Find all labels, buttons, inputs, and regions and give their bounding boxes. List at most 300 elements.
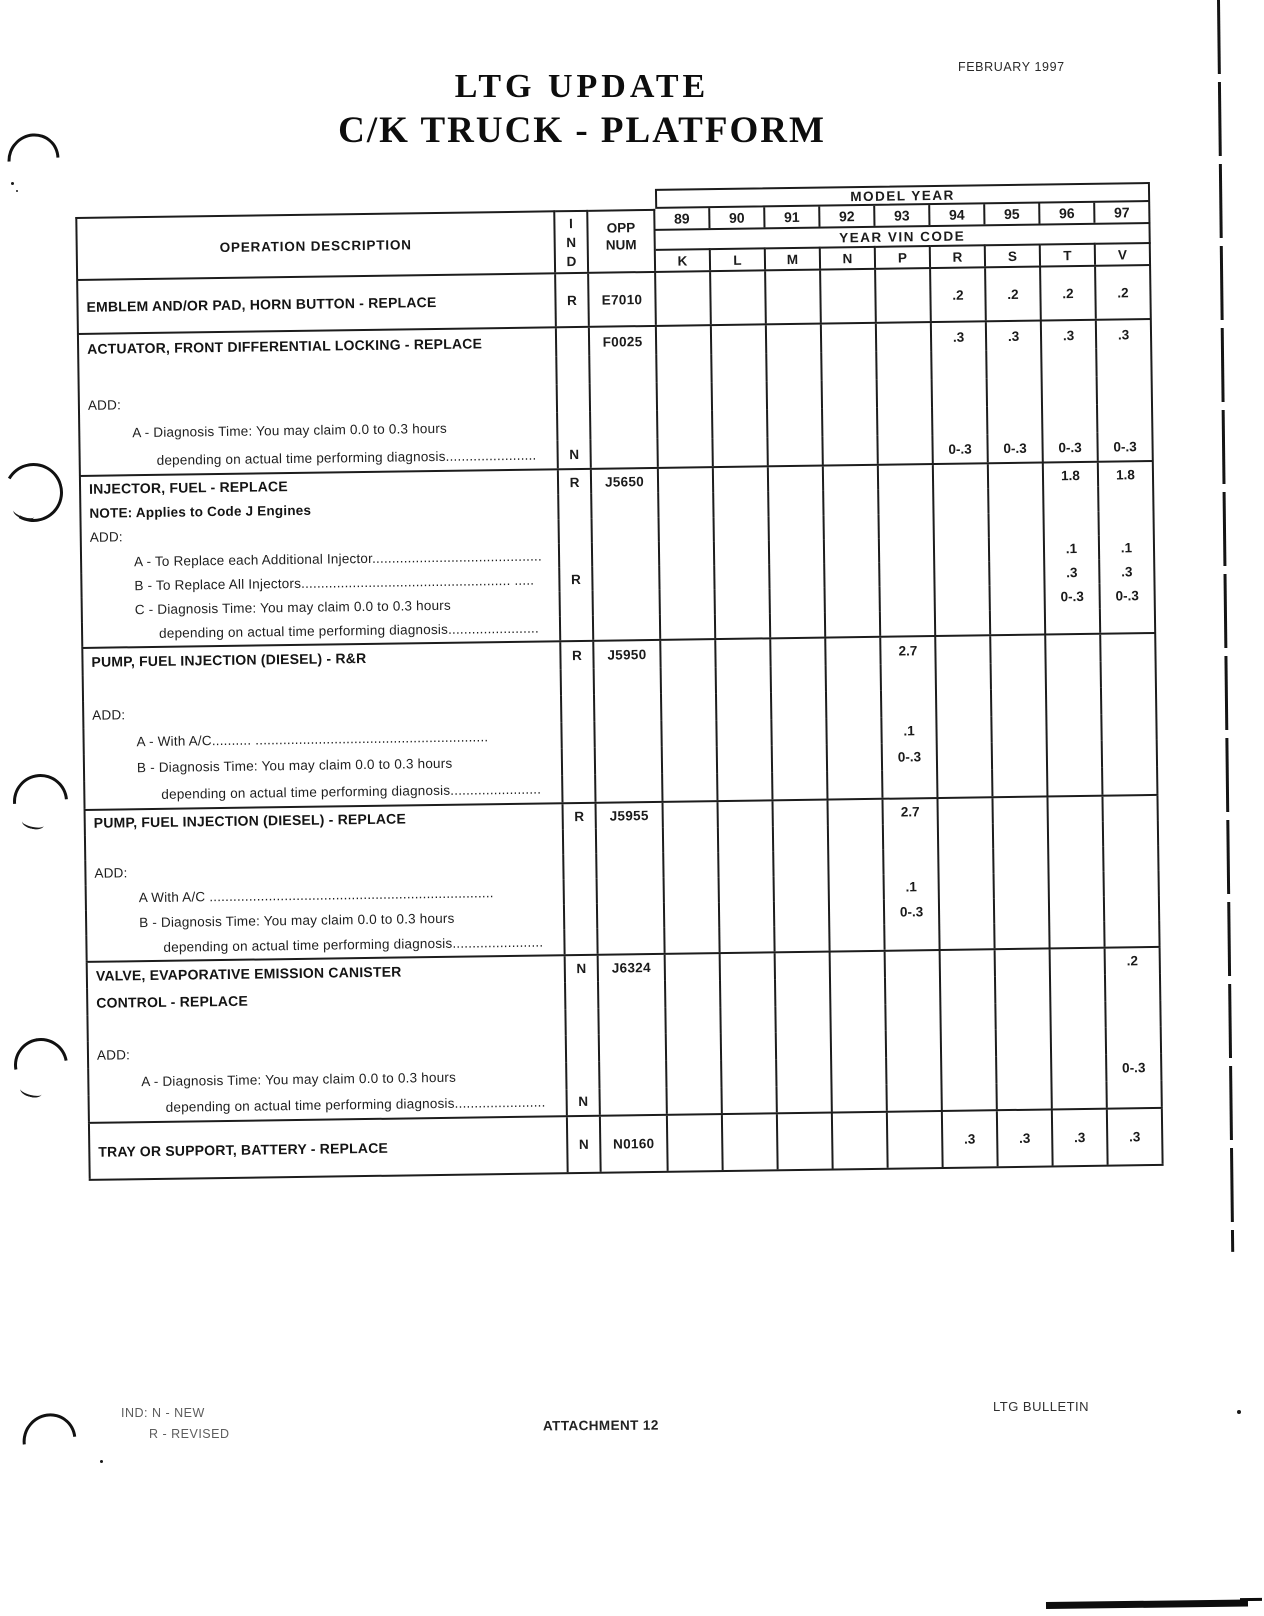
hours-cell-91	[767, 325, 822, 354]
hours-cell-95	[989, 512, 1044, 537]
hours-cell-90	[719, 851, 774, 877]
hours-cell-93: .1	[885, 874, 940, 900]
hours-cell-90	[713, 409, 768, 438]
hours-cell-92	[830, 899, 885, 925]
hours-cell-96: .1	[1045, 536, 1100, 561]
hours-cell-97	[1102, 687, 1157, 714]
hours-cell-92	[831, 978, 886, 1005]
hours-cell-96	[1050, 921, 1105, 947]
ind-value	[566, 1009, 599, 1036]
ind-value	[565, 878, 598, 903]
hours-cell-96	[1052, 1055, 1107, 1082]
hours-cell-93	[882, 690, 937, 717]
hours-cell-92	[823, 436, 878, 465]
year-header-97: 97	[1095, 202, 1150, 223]
ind-legend-line1: IND: N - NEW	[121, 1406, 205, 1420]
hours-cell-90	[721, 953, 776, 980]
hours-cell-97: .3	[1100, 559, 1155, 584]
labor-time-table	[75, 182, 1164, 1181]
hours-cell-90	[716, 639, 771, 666]
hours-cell-90	[720, 876, 775, 902]
opp-num-value	[595, 668, 662, 696]
hours-cell-89	[665, 927, 720, 953]
hours-cell-97	[1098, 376, 1153, 405]
page-title	[0, 68, 1164, 152]
vin-code-header-S: S	[986, 244, 1041, 267]
hours-cell-89	[666, 1007, 721, 1034]
attachment-label: ATTACHMENT 12	[542, 1417, 659, 1434]
hours-cell-89	[664, 802, 719, 828]
hours-cell-94	[935, 513, 990, 538]
hours-cell-94	[934, 464, 989, 489]
hours-cell-96	[1049, 846, 1104, 872]
description-text: ADD:	[84, 854, 564, 886]
hours-cell-94	[936, 610, 991, 635]
ind-value	[562, 668, 595, 695]
hours-cell-94	[936, 636, 991, 663]
description-text: EMBLEM AND/OR PAD, HORN BUTTON - REPLACE	[76, 274, 557, 333]
opp-num-value	[599, 1008, 666, 1036]
opp-num-value: J5950	[594, 641, 661, 669]
hours-cell-94	[939, 848, 994, 874]
hours-cell-91	[776, 1005, 831, 1032]
hours-cell-93	[888, 1112, 944, 1168]
description-text: B - Diagnosis Time: You may claim 0.0 to 0.3 hours	[85, 904, 565, 936]
hours-cell-89	[664, 827, 719, 853]
ind-value	[565, 903, 598, 928]
hours-cell-90	[716, 613, 771, 638]
hours-cell-97	[1103, 767, 1158, 794]
description-text: ADD:	[87, 1036, 567, 1069]
hours-cell-89	[667, 1060, 722, 1087]
hours-cell-92	[827, 691, 882, 718]
hours-cell-94	[940, 923, 995, 949]
hours-cell-95	[995, 922, 1050, 948]
description-text: A - Diagnosis Time: You may claim 0.0 to 0.3 hours	[87, 1062, 567, 1095]
table-body	[76, 264, 1163, 1181]
hours-cell-95	[992, 689, 1047, 716]
opp-header-line: NUM	[605, 237, 637, 253]
ind-value	[560, 543, 593, 568]
page-title-line2: C/K TRUCK - PLATFORM	[338, 110, 826, 151]
scan-corner-bar	[1046, 1600, 1248, 1609]
hours-cell-91	[776, 979, 831, 1006]
vin-code-header-P: P	[876, 245, 931, 268]
ind-value: R	[560, 567, 593, 592]
ind-value: R	[556, 274, 590, 326]
hours-cell-89	[663, 773, 718, 800]
ind-value	[565, 928, 598, 953]
hours-cell-89	[665, 902, 720, 928]
hours-cell-94	[933, 378, 988, 407]
description-text: A - To Replace each Additional Injector...........................................	[80, 543, 560, 574]
operation-row-pump-fuel-injection-diesel-rr	[81, 632, 1158, 809]
hours-cell-95	[988, 406, 1043, 435]
hours-cell-93: 2.7	[883, 799, 938, 825]
hours-cell-97	[1103, 796, 1158, 822]
hours-cell-95	[997, 1055, 1052, 1082]
hours-cell-97: 1.8	[1099, 462, 1154, 487]
hours-cell-95: 0-.3	[988, 434, 1043, 463]
hours-cell-92	[832, 1058, 887, 1085]
hours-cell-97	[1102, 661, 1157, 688]
hours-cell-96	[1048, 796, 1103, 822]
hours-cell-89	[663, 747, 718, 774]
hours-cell-92	[826, 587, 881, 612]
hours-cell-94	[937, 663, 992, 690]
hours-cell-91	[768, 437, 823, 466]
ind-value: R	[559, 470, 592, 495]
description-text: ADD:	[80, 519, 560, 550]
hours-cell-94	[942, 1083, 997, 1110]
hours-cell-91	[777, 1032, 832, 1059]
hours-cell-91	[769, 491, 824, 516]
hours-cell-89	[664, 852, 719, 878]
hours-cell-97	[1101, 634, 1156, 661]
hours-cell-96	[1043, 377, 1098, 406]
description-text: PUMP, FUEL INJECTION (DIESEL) - R&R	[81, 642, 561, 675]
hours-cell-96	[1044, 487, 1099, 512]
hours-cell-97	[1103, 740, 1158, 767]
hours-cell-96: 1.8	[1044, 463, 1099, 488]
operation-row-pump-fuel-injection-diesel-replace	[84, 794, 1161, 961]
hours-cell-93	[887, 1084, 942, 1111]
hours-cell-95	[997, 1029, 1052, 1056]
hours-cell-96	[1048, 741, 1103, 768]
hours-cell-91	[770, 564, 825, 589]
hours-cell-89	[667, 1087, 722, 1114]
hours-cell-94: .3	[932, 322, 987, 351]
hours-cell-93	[877, 323, 932, 352]
opp-num-value	[593, 542, 660, 567]
hours-cell-96: .3	[1042, 321, 1097, 350]
description-text: A - With A/C.......... ...........................................................	[82, 722, 562, 755]
hours-cell-90	[714, 467, 769, 492]
description-text: B - To Replace All Injectors..................................................... .....	[80, 567, 560, 598]
hours-cell-90	[713, 381, 768, 410]
opp-num-value	[590, 355, 657, 384]
hours-cell-96: .2	[1041, 267, 1097, 320]
hours-cell-97: .2	[1106, 948, 1161, 975]
hours-cell-91	[771, 612, 826, 637]
hours-cell-90	[719, 826, 774, 852]
hours-cell-96	[1052, 1081, 1107, 1108]
description-text: PUMP, FUEL INJECTION (DIESEL) - REPLACE	[84, 804, 564, 836]
hours-cell-93	[887, 1030, 942, 1057]
hours-cell-94	[935, 537, 990, 562]
hours-cell-92	[833, 1113, 889, 1169]
hours-cell-94	[941, 950, 996, 977]
hours-cell-90	[715, 565, 770, 590]
hours-cell-92	[828, 771, 883, 798]
hours-cell-96	[1047, 715, 1102, 742]
year-header-95: 95	[985, 204, 1040, 225]
hours-cell-95	[996, 1002, 1051, 1029]
hours-cell-92	[826, 612, 881, 637]
hours-cell-90	[717, 666, 772, 693]
hours-cell-94	[937, 690, 992, 717]
hours-cell-97	[1098, 404, 1153, 433]
hours-cell-89	[661, 614, 716, 639]
hours-cell-94	[941, 976, 996, 1003]
hours-cell-91	[773, 745, 828, 772]
hours-cell-97	[1107, 1081, 1162, 1108]
hours-cell-92	[831, 1005, 886, 1032]
hours-cell-90	[721, 980, 776, 1007]
hours-cell-93	[884, 849, 939, 875]
hours-cell-91	[777, 1059, 832, 1086]
hours-cell-90	[711, 271, 767, 324]
operation-description-header: OPERATION DESCRIPTION	[75, 210, 556, 279]
hours-cell-90	[718, 746, 773, 773]
hours-cell-93	[878, 435, 933, 464]
hours-cell-93: 0-.3	[883, 743, 938, 770]
hours-cell-93	[878, 379, 933, 408]
hours-cell-92	[832, 1031, 887, 1058]
hours-cell-95	[990, 536, 1045, 561]
hours-cell-93: .1	[882, 717, 937, 744]
opp-num-value	[599, 981, 666, 1009]
hours-cell-96	[1050, 871, 1105, 897]
hours-cell-93	[886, 951, 941, 978]
hours-cell-90	[722, 1086, 777, 1113]
date-header: FEBRUARY 1997	[958, 60, 1065, 74]
hours-cell-91	[778, 1114, 834, 1170]
hours-cell-91	[775, 875, 830, 901]
ind-value	[558, 384, 591, 412]
hours-cell-97	[1106, 1001, 1161, 1028]
hours-cell-91	[774, 825, 829, 851]
hours-cell-95	[991, 609, 1046, 634]
ind-value	[563, 775, 596, 802]
hours-cell-97	[1101, 608, 1156, 633]
hours-cell-89	[657, 354, 712, 383]
ltg-bulletin-label: LTG BULLETIN	[993, 1399, 1090, 1414]
hours-cell-90	[712, 353, 767, 382]
hours-cell-95	[987, 350, 1042, 379]
hours-cell-89	[656, 272, 712, 325]
opp-num-value	[598, 902, 665, 928]
hours-cell-92	[825, 514, 880, 539]
hours-cell-90	[713, 437, 768, 466]
opp-num-value	[593, 566, 660, 591]
hours-cell-92	[824, 466, 879, 491]
hours-cell-94	[941, 1003, 996, 1030]
hours-cell-94	[938, 798, 993, 824]
hours-cell-91	[772, 718, 827, 745]
hours-cell-92	[828, 799, 883, 825]
opp-num-value	[597, 827, 664, 853]
hours-cell-89	[660, 541, 715, 566]
hours-cell-94	[937, 716, 992, 743]
year-header-92: 92	[820, 206, 875, 227]
year-vin-code-label: YEAR VIN CODE	[656, 222, 1151, 249]
hours-cell-94	[938, 743, 993, 770]
hours-cell-97	[1104, 821, 1159, 847]
opp-num-value	[591, 383, 658, 412]
hours-cell-91	[774, 850, 829, 876]
hours-cell-94	[940, 898, 995, 924]
hours-cell-90	[720, 926, 775, 952]
hours-cell-95	[993, 769, 1048, 796]
ind-value	[564, 853, 597, 878]
hours-cell-93	[879, 489, 934, 514]
opp-num-value: E7010	[589, 273, 657, 326]
ind-letter: I	[568, 215, 573, 231]
hours-cell-90	[716, 589, 771, 614]
opp-num-value	[596, 774, 663, 802]
hours-cell-92	[830, 874, 885, 900]
hours-cell-96	[1046, 608, 1101, 633]
opp-num-value	[595, 694, 662, 722]
hours-cell-93	[876, 269, 932, 322]
description-text: CONTROL - REPLACE	[86, 982, 566, 1015]
hours-cell-91	[770, 539, 825, 564]
hours-cell-95	[996, 976, 1051, 1003]
hours-cell-92	[828, 744, 883, 771]
hours-cell-96: .3	[1045, 560, 1100, 585]
hours-cell-97: .3	[1097, 320, 1152, 349]
hours-cell-93	[882, 664, 937, 691]
hours-cell-89	[660, 517, 715, 542]
hours-cell-91	[768, 409, 823, 438]
operation-row-valve-evaporative-emission-canister-control-replace	[86, 946, 1163, 1123]
vin-code-header-M: M	[766, 247, 821, 270]
operation-row-injector-fuel-replace	[79, 460, 1156, 647]
opp-num-value	[591, 411, 658, 440]
ind-value: R	[564, 803, 597, 828]
punch-hole-mark	[0, 456, 70, 528]
hours-cell-91	[772, 692, 827, 719]
hours-cell-93	[886, 1004, 941, 1031]
hours-cell-95: .2	[986, 268, 1042, 321]
hours-cell-92	[829, 849, 884, 875]
opp-num-value	[595, 721, 662, 749]
hours-cell-96: 0-.3	[1043, 433, 1098, 462]
hours-cell-94: 0-.3	[933, 434, 988, 463]
hours-cell-92	[831, 951, 886, 978]
hours-cell-89	[659, 492, 714, 517]
hours-cell-95	[994, 847, 1049, 873]
hours-cell-90	[720, 901, 775, 927]
punch-hole-mark	[12, 1403, 88, 1479]
page-title-line1: LTG UPDATE	[454, 68, 710, 105]
vin-code-header-R: R	[931, 244, 986, 267]
opp-num-value	[598, 927, 665, 953]
hours-cell-95	[988, 378, 1043, 407]
hours-cell-93	[878, 407, 933, 436]
hours-cell-93	[885, 924, 940, 950]
ind-value	[557, 356, 590, 384]
scan-corner-bar	[1240, 1598, 1262, 1601]
hours-cell-97: .1	[1100, 535, 1155, 560]
description-text: A - Diagnosis Time: You may claim 0.0 to 0.3 hours	[78, 412, 558, 447]
hours-cell-95	[995, 897, 1050, 923]
opp-num-value	[600, 1087, 667, 1115]
hours-cell-90	[715, 516, 770, 541]
hours-cell-95	[989, 463, 1044, 488]
ind-value	[560, 518, 593, 543]
hours-cell-90	[714, 492, 769, 517]
hours-cell-96	[1046, 635, 1101, 662]
hours-cell-97: 0-.3	[1098, 432, 1153, 461]
hours-cell-93: 2.7	[881, 637, 936, 664]
opp-num-value: F0025	[590, 327, 657, 356]
hours-cell-97: .3	[1108, 1109, 1164, 1165]
scan-edge-line	[1217, 0, 1234, 1252]
hours-cell-95	[993, 797, 1048, 823]
hours-cell-92	[821, 270, 877, 323]
ind-value	[562, 722, 595, 749]
opp-num-value	[591, 439, 658, 468]
description-text: ADD:	[78, 384, 558, 419]
hours-cell-89	[666, 954, 721, 981]
hours-cell-97: 0-.3	[1107, 1054, 1162, 1081]
hours-cell-91	[773, 772, 828, 799]
scan-speck	[100, 1460, 103, 1463]
ind-legend-line2: R - REVISED	[149, 1427, 230, 1441]
opp-num-value	[594, 590, 661, 615]
hours-cell-96	[1051, 948, 1106, 975]
description-text: B - Diagnosis Time: You may claim 0.0 to 0.3 hours	[83, 749, 563, 782]
ind-value	[557, 328, 590, 356]
hours-cell-90	[723, 1114, 779, 1170]
hours-cell-91	[774, 800, 829, 826]
hours-cell-93: 0-.3	[885, 899, 940, 925]
hours-cell-94	[938, 769, 993, 796]
hours-cell-97	[1105, 871, 1160, 897]
hours-cell-96	[1047, 661, 1102, 688]
hours-cell-93	[884, 824, 939, 850]
hours-cell-97	[1105, 896, 1160, 922]
hours-cell-94	[933, 406, 988, 435]
scan-speck	[11, 182, 14, 185]
hours-cell-95: .3	[998, 1111, 1054, 1167]
opp-num-value	[598, 877, 665, 903]
ind-value	[561, 591, 594, 616]
hours-cell-96	[1052, 1028, 1107, 1055]
hours-cell-95	[991, 585, 1046, 610]
ind-value	[563, 748, 596, 775]
hours-cell-94	[932, 350, 987, 379]
ind-letter: N	[566, 234, 577, 250]
ind-value: N	[566, 955, 599, 982]
hours-cell-89	[665, 877, 720, 903]
hours-cell-96	[1047, 688, 1102, 715]
hours-cell-97: 0-.3	[1101, 583, 1156, 608]
hours-cell-97	[1106, 974, 1161, 1001]
ind-value	[559, 494, 592, 519]
description-text: ACTUATOR, FRONT DIFFERENTIAL LOCKING - REPLACE	[77, 328, 557, 363]
year-header-96: 96	[1040, 203, 1095, 224]
description-text: A With A/C ........................................................................	[85, 879, 565, 911]
ind-column-header	[555, 210, 589, 272]
hours-cell-91	[766, 271, 822, 324]
hours-cell-96	[1044, 511, 1099, 536]
ind-value	[562, 695, 595, 722]
hours-cell-90	[717, 693, 772, 720]
hours-cell-91	[769, 467, 824, 492]
vin-code-header-L: L	[711, 247, 766, 270]
hours-cell-97: .2	[1096, 266, 1152, 319]
ind-value	[567, 1035, 600, 1062]
hours-cell-93	[877, 351, 932, 380]
opp-num-value	[592, 493, 659, 518]
year-header-93: 93	[875, 205, 930, 226]
vin-code-header-N: N	[821, 246, 876, 269]
hours-cell-95	[992, 662, 1047, 689]
year-header-90: 90	[710, 207, 765, 228]
